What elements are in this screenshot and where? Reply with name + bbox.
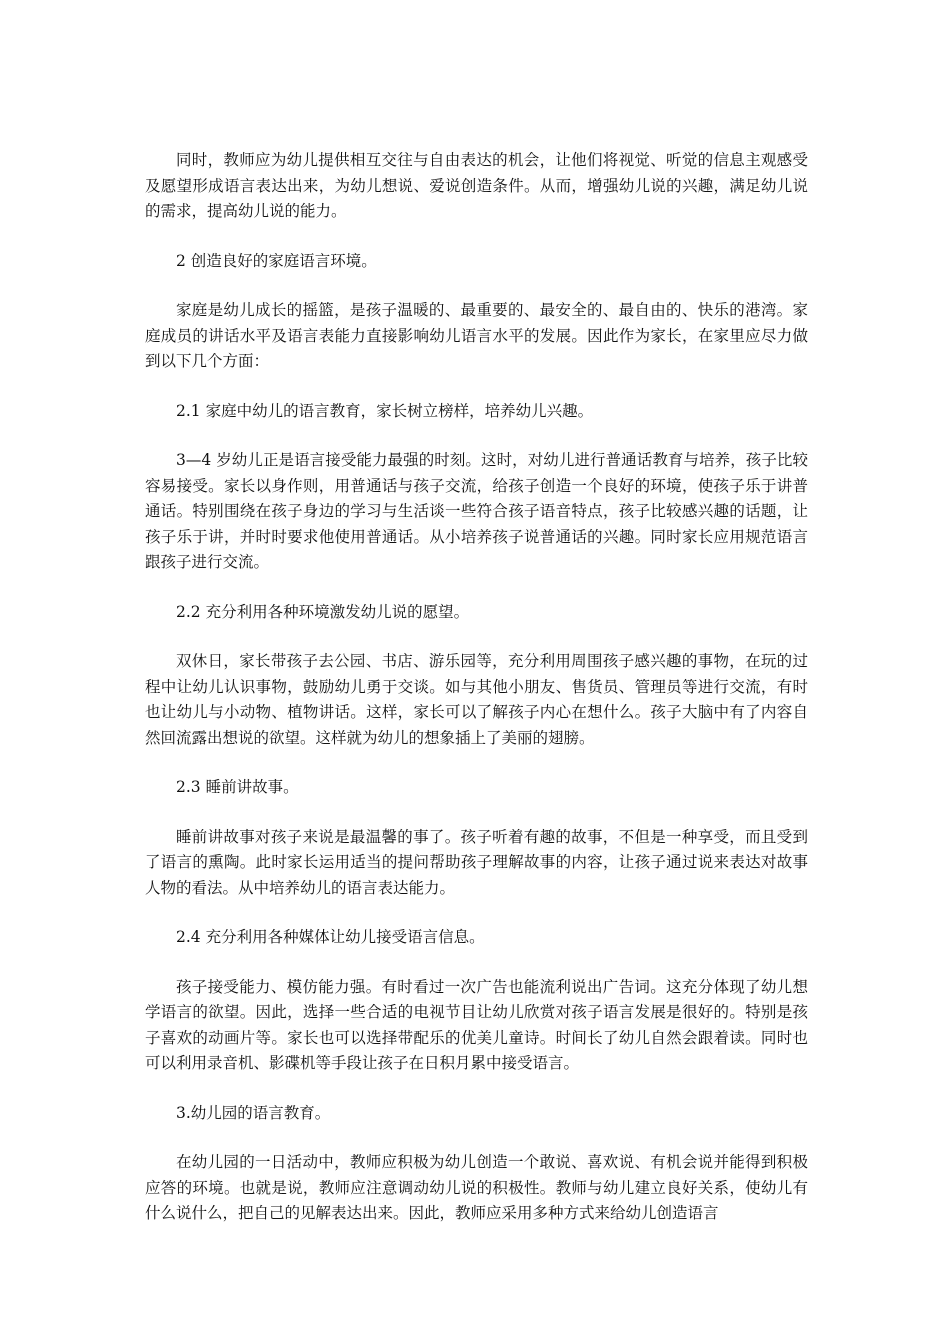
section-heading: 3.幼儿园的语言教育。 xyxy=(176,1103,331,1122)
paragraph: 孩子接受能力、模仿能力强。有时看过一次广告也能流利说出广告词。这充分体现了幼儿想学语言的欲望。因此，选择一些合适的电视节目让幼儿欣赏对孩子语言发展是很好的。特别是孩子喜欢的动画片等。家长也可以选择带配乐的优美儿童诗。时间长了幼儿自然会跟着读。同时也可以利用录音机、影碟机等手段让孩子在日积月累中接受语言。 xyxy=(145,977,808,1072)
paragraph: 3—4 岁幼儿正是语言接受能力最强的时刻。这时，对幼儿进行普通话教育与培养，孩子比较容易接受。家长以身作则，用普通话与孩子交流，给孩子创造一个良好的环境，使孩子乐于讲普通话。特别围绕在孩子身边的学习与生活谈一些符合孩子语音特点，孩子比较感兴趣的话题，让孩子乐于讲，并时时要求他使用普通话。从小培养孩子说普通话的兴趣。同时家长应用规范语言跟孩子进行交流。 xyxy=(145,451,808,571)
paragraph: 家庭是幼儿成长的摇篮，是孩子温暖的、最重要的、最安全的、最自由的、快乐的港湾。家庭成员的讲话水平及语言表能力直接影响幼儿语言水平的发展。因此作为家长，在家里应尽力做到以下几个方面： xyxy=(145,301,808,370)
section-heading: 2.4 充分利用各种媒体让幼儿接受语言信息。 xyxy=(176,928,485,946)
section-heading: 2 创造良好的家庭语言环境。 xyxy=(176,251,377,270)
section-heading: 2.2 充分利用各种环境激发幼儿说的愿望。 xyxy=(176,602,470,621)
paragraph: 同时，教师应为幼儿提供相互交往与自由表达的机会，让他们将视觉、听觉的信息主观感受及愿望形成语言表达出来，为幼儿想说、爱说创造条件。从而，增强幼儿说的兴趣，满足幼儿说的需求，提高幼儿说的能力。 xyxy=(145,151,808,220)
section-heading: 2.1 家庭中幼儿的语言教育，家长树立榜样，培养幼儿兴趣。 xyxy=(176,401,594,420)
document-body xyxy=(145,148,808,1251)
paragraph: 双休日，家长带孩子去公园、书店、游乐园等，充分利用周围孩子感兴趣的事物，在玩的过程中让幼儿认识事物，鼓励幼儿勇于交谈。如与其他小朋友、售货员、管理员等进行交流，有时也让幼儿与小动物、植物讲话。这样，家长可以了解孩子内心在想什么。孩子大脑中有了内容自然回流露出想说的欲望。这样就为幼儿的想象插上了美丽的翅膀。 xyxy=(145,652,808,747)
section-heading: 2.3 睡前讲故事。 xyxy=(176,778,299,796)
paragraph: 在幼儿园的一日活动中，教师应积极为幼儿创造一个敢说、喜欢说、有机会说并能得到积极应答的环境。也就是说，教师应注意调动幼儿说的积极性。教师与幼儿建立良好关系，使幼儿有什么说什么，把自己的见解表达出来。因此，教师应采用多种方式来给幼儿创造语言 xyxy=(145,1153,808,1222)
paragraph: 睡前讲故事对孩子来说是最温馨的事了。孩子听着有趣的故事，不但是一种享受，而且受到了语言的熏陶。此时家长运用适当的提问帮助孩子理解故事的内容，让孩子通过说来表达对故事人物的看法。从中培养幼儿的语言表达能力。 xyxy=(145,827,808,897)
